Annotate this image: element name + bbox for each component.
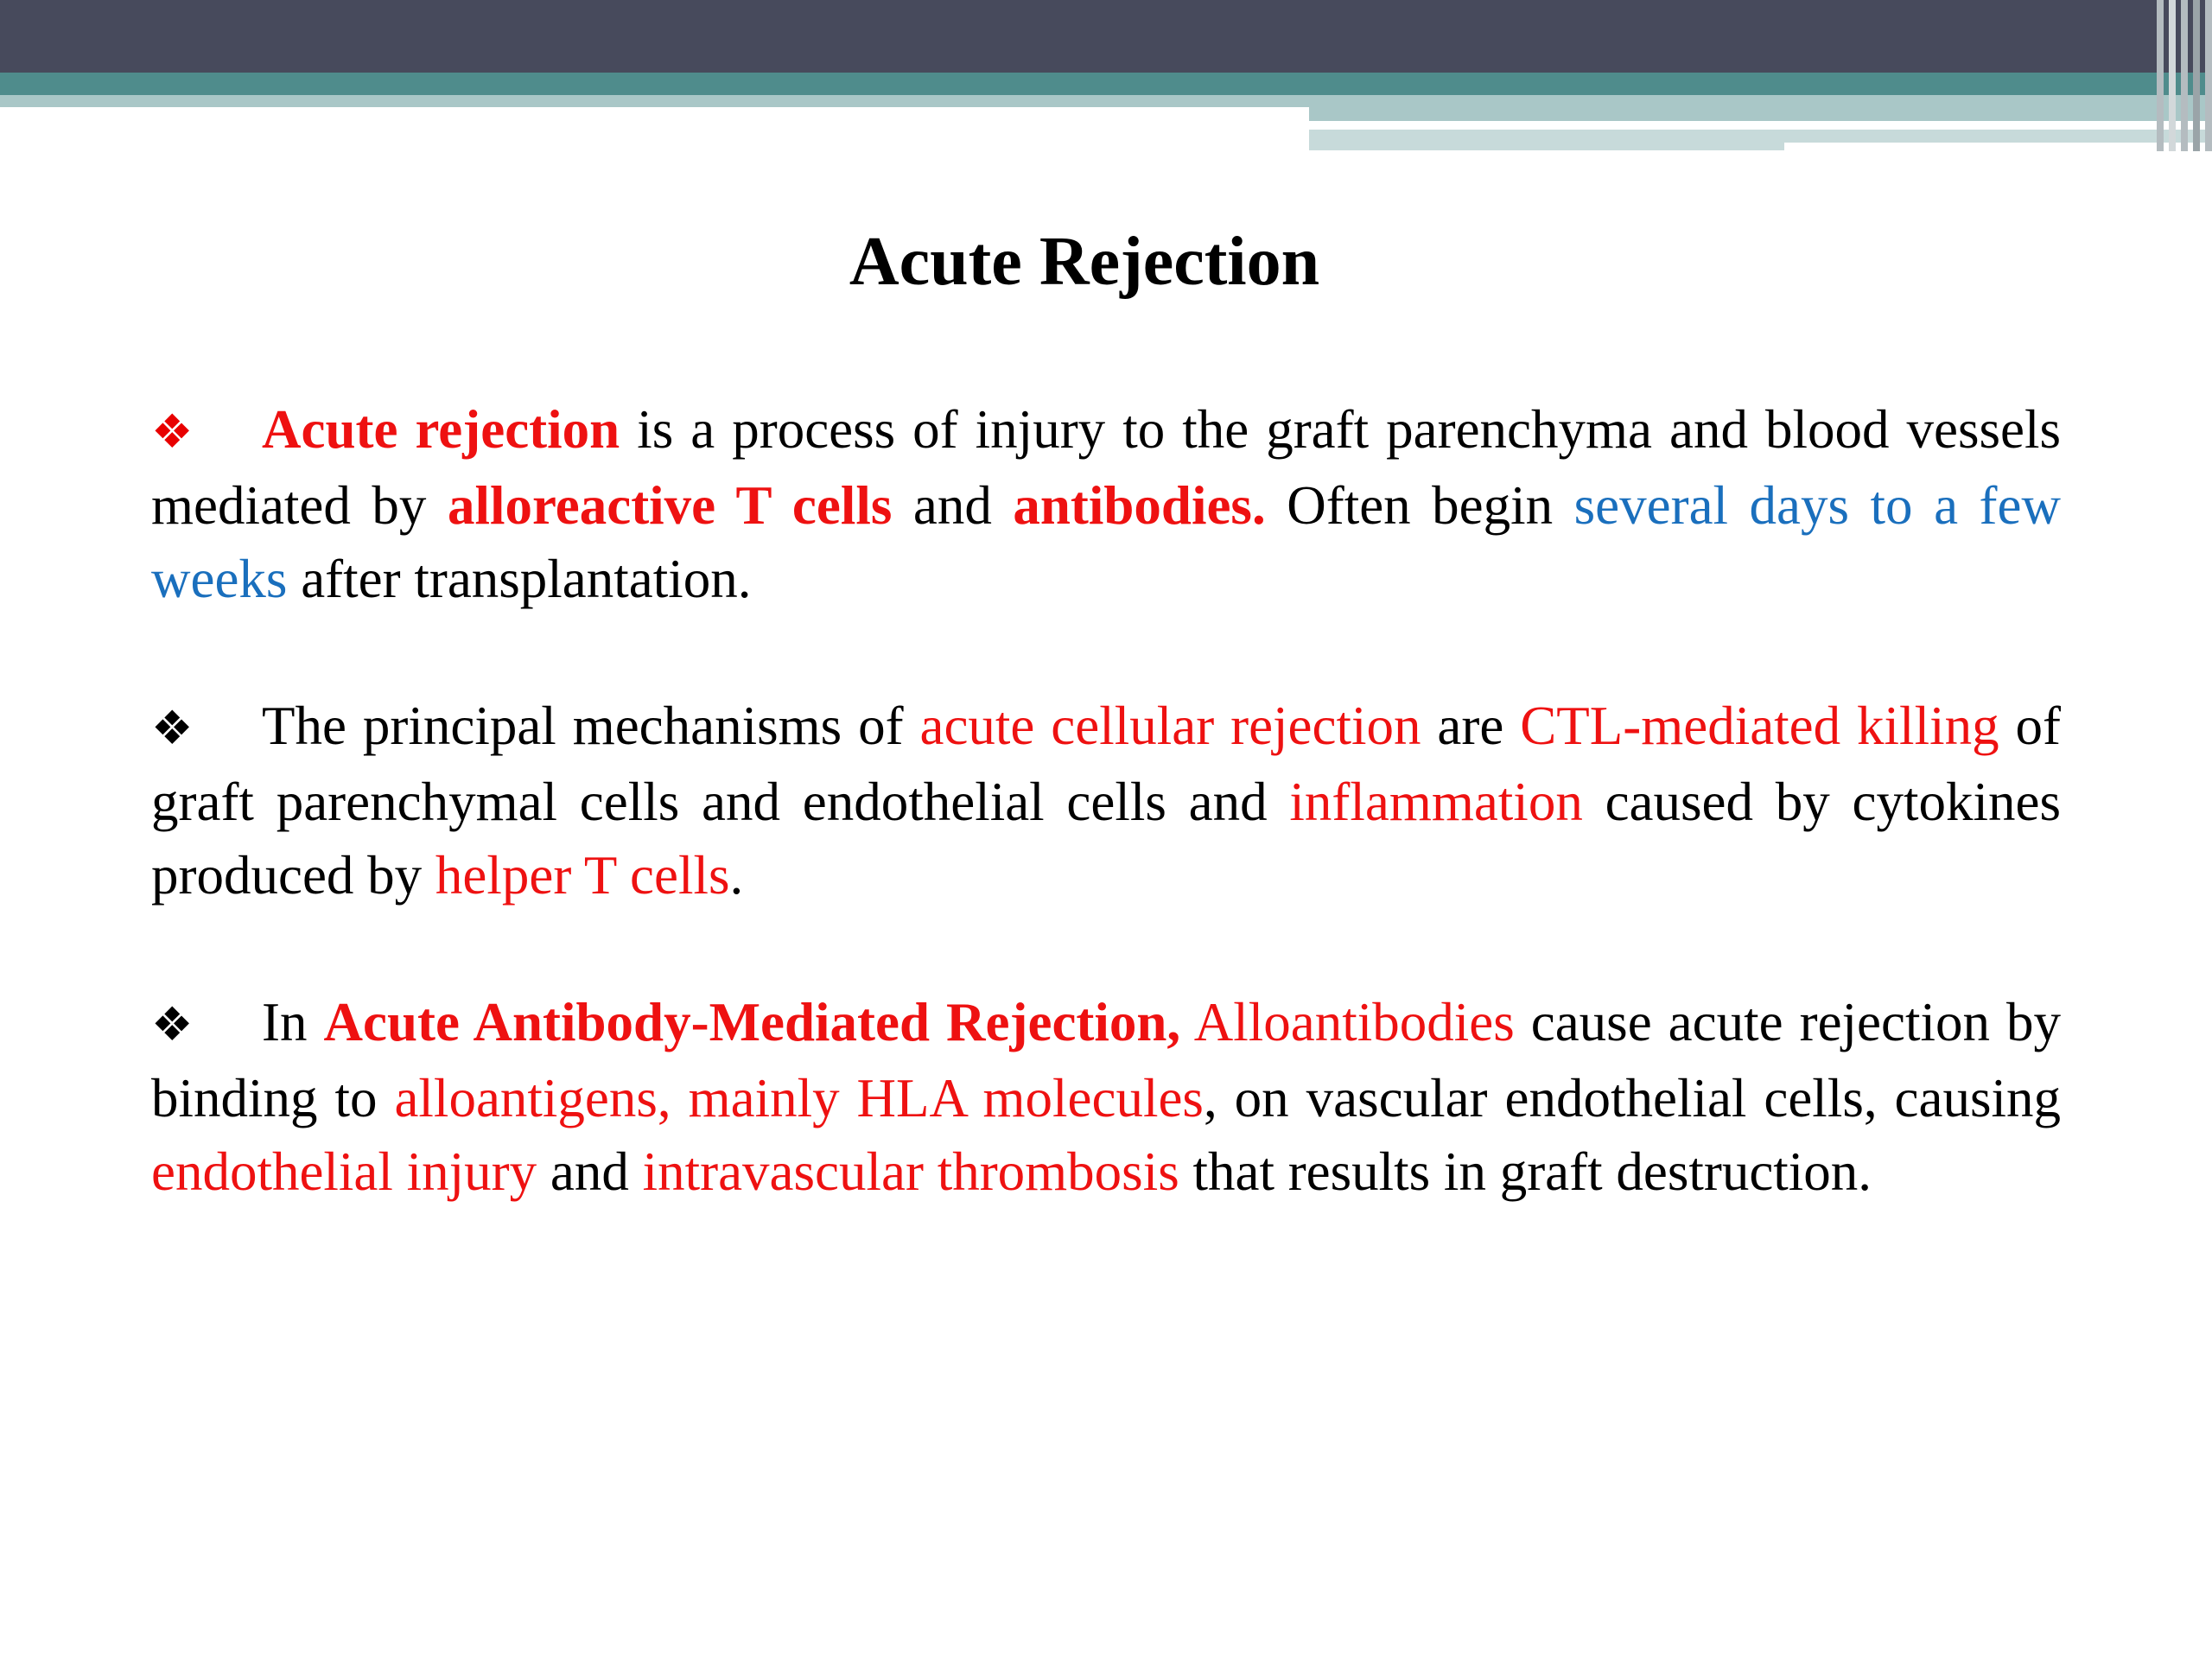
highlighted-term: Acute rejection — [262, 399, 620, 460]
text-run: is a process of injury to the graft parenchyma and blood vessels mediated by — [151, 399, 2061, 536]
header-stripe — [0, 95, 1309, 107]
bullet-text — [151, 992, 2061, 1202]
header-accent-bar — [0, 73, 2212, 95]
text-run: , on vascular endothelial cells, causing — [1203, 1068, 2062, 1128]
highlighted-term: acute cellular rejection — [919, 696, 1421, 756]
text-run: Often begin — [1265, 475, 1574, 536]
text-run: and — [537, 1141, 643, 1202]
slide-body — [151, 393, 2061, 1282]
text-run: caused by cytokines produced by — [151, 772, 2061, 906]
highlighted-term: Alloantibodies — [1193, 992, 1515, 1052]
highlighted-term: endothelial injury — [151, 1141, 537, 1202]
text-run: . — [729, 845, 744, 906]
bullet-text — [151, 399, 2061, 609]
text-run: after transplantation. — [287, 549, 752, 609]
highlighted-term: CTL-mediated killing — [1520, 696, 1999, 756]
diamond-bullet-icon: ❖ — [151, 406, 194, 458]
highlighted-term: alloantigens, mainly HLA molecules — [394, 1068, 1204, 1128]
bullet-text — [151, 696, 2061, 906]
bullet-point — [151, 986, 2061, 1209]
highlighted-term: alloreactive T cells — [447, 475, 893, 536]
diamond-bullet-icon: ❖ — [151, 702, 194, 754]
text-run: are — [1421, 696, 1521, 756]
text-run: and — [892, 475, 1014, 536]
header-stripe-line — [1309, 121, 2048, 130]
text-run: cause acute rejection by binding to — [151, 992, 2061, 1128]
header-bar — [0, 0, 2212, 73]
highlighted-term: intravascular thrombosis — [642, 1141, 1179, 1202]
slide-title: Acute Rejection — [849, 224, 1320, 300]
text-run: The principal mechanisms of — [262, 696, 920, 756]
highlighted-term: inflammation — [1289, 772, 1583, 832]
diamond-bullet-icon: ❖ — [151, 999, 194, 1051]
highlighted-term: helper T cells — [435, 845, 730, 906]
highlighted-term: antibodies. — [1013, 475, 1266, 536]
bullet-point — [151, 690, 2061, 912]
text-run: In — [262, 992, 324, 1052]
edge-decoration — [2152, 0, 2212, 151]
highlighted-term: several days to a few weeks — [151, 475, 2061, 609]
bullet-point — [151, 393, 2061, 616]
header-stripe-line — [1784, 143, 2212, 151]
text-run: that results in graft destruction. — [1179, 1141, 1872, 1202]
text-run — [1180, 992, 1194, 1052]
header-stripe-right — [1309, 95, 2212, 121]
highlighted-term: Acute Antibody-Mediated Rejection, — [323, 992, 1181, 1052]
text-run: of graft parenchymal cells and endothelial cells and — [151, 696, 2061, 832]
